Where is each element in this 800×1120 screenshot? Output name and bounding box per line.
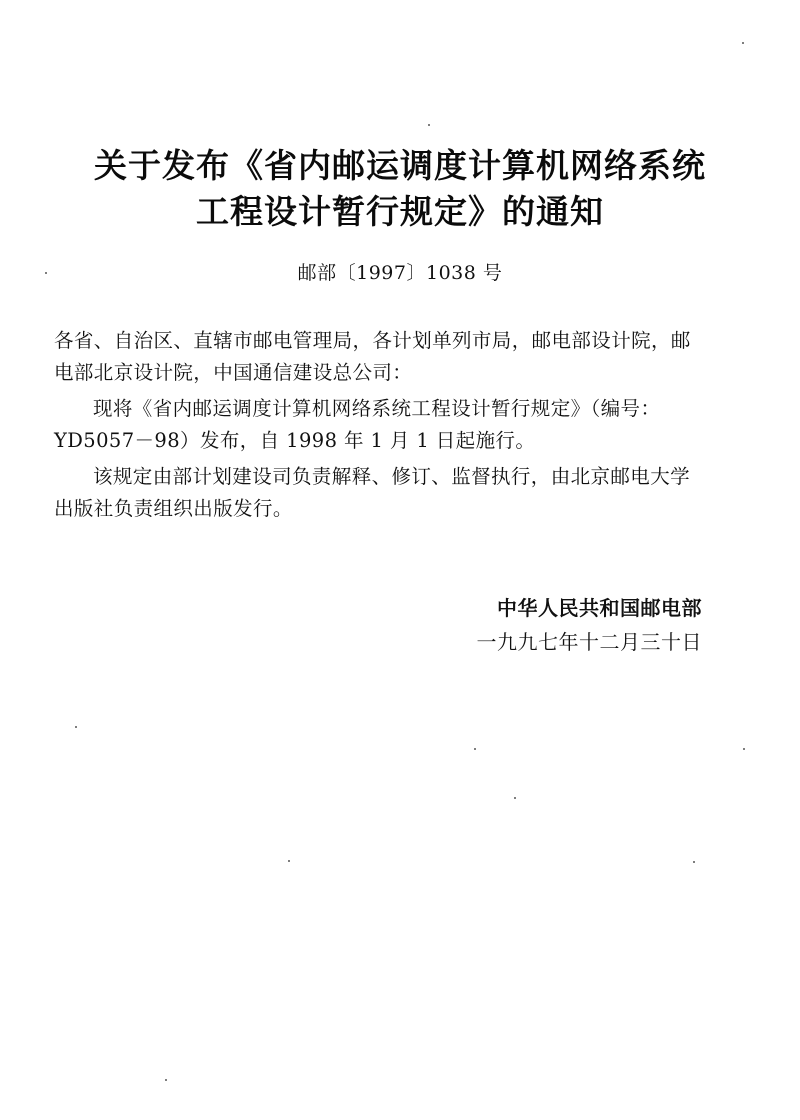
- body-paragraph-2: [54, 461, 704, 525]
- scan-speck: [474, 748, 476, 750]
- paragraph-2-text: 该规定由部计划建设司负责解释、修订、监督执行，由北京邮电大学出版社负责组织出版发行。: [54, 465, 691, 520]
- scan-speck: [45, 272, 47, 274]
- scan-speck: [75, 726, 77, 728]
- document-number: 邮部〔1997〕1038 号: [297, 262, 503, 284]
- scan-speck: [288, 860, 290, 862]
- body-paragraph-1: [54, 393, 704, 457]
- paragraph-1-text: 现将《省内邮运调度计算机网络系统工程设计暂行规定》（编号：YD5057－98）发布，自 1998 年 1 月 1 日起施行。: [54, 397, 661, 452]
- notice-title-line-1: 关于发布《省内邮运调度计算机网络系统: [94, 146, 706, 185]
- notice-title-line-2: 工程设计暂行规定》的通知: [196, 192, 604, 231]
- signature-date: 一九九七年十二月三十日: [476, 630, 702, 654]
- scan-speck: [742, 42, 744, 44]
- signature-organization: 中华人民共和国邮电部: [497, 596, 702, 620]
- addressee-text: 各省、自治区、直辖市邮电管理局，各计划单列市局，邮电部设计院，邮电部北京设计院，中国通信建设总公司：: [54, 329, 691, 384]
- scan-speck: [428, 124, 430, 126]
- addressee-paragraph: [54, 325, 704, 389]
- scan-speck: [165, 1079, 167, 1081]
- scan-speck: [514, 797, 516, 799]
- scan-speck: [693, 861, 695, 863]
- scan-speck: [743, 748, 745, 750]
